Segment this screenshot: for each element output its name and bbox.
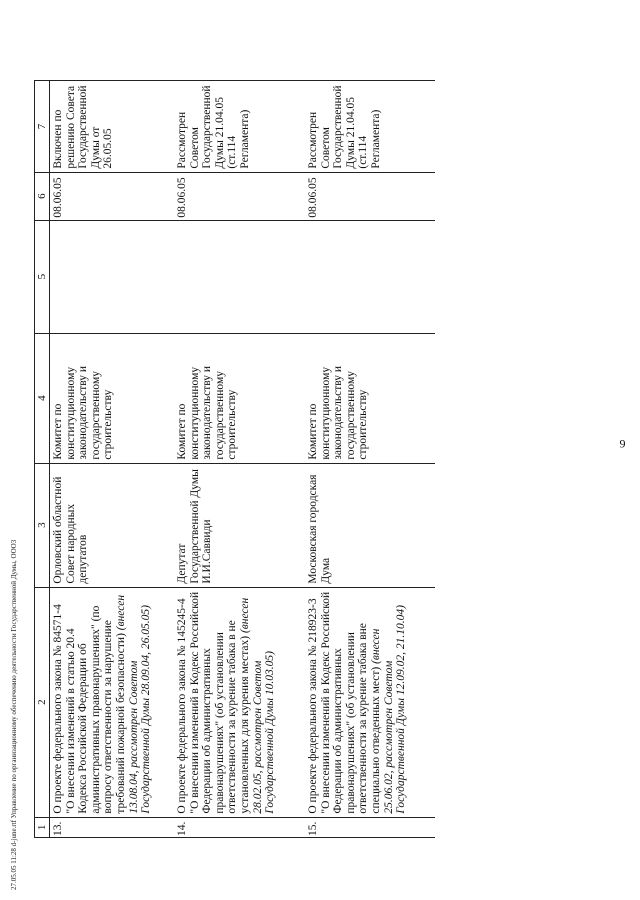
table-row [50,81,175,838]
committee-cell: Комитет по конституционному законодательству и государственному строительству [305,333,435,463]
row-number: 13. [50,817,175,837]
table-row [305,81,435,838]
status-cell: Включен по решению Совета Государственной Думы от 26.05.05 [50,81,175,172]
row-number: 15. [305,817,435,837]
project-cell [50,587,175,817]
initiator-cell: Орловский областной Совет народных депутатов [50,463,175,587]
bills-table [34,80,435,838]
project-title: О проекте федерального закона № 145245-4 "О внесении изменений в Кодекс Российской Федерации об административных правонарушениях" (об установлении ответственности за курение табака в не установленных для курения местах) [176,591,251,814]
column-header: 7 [35,81,50,172]
page-number: 9 [619,436,626,451]
initiator-cell: Московская городская Дума [305,463,435,587]
project-cell [305,587,435,817]
header-row [35,81,50,838]
status-cell: Рассмотрен Советом Государственной Думы 21.04.05 (ст.114 Регламента) [305,81,435,172]
date-cell: 08.06.05 [305,172,435,220]
empty-cell [174,220,305,333]
committee-cell: Комитет по конституционному законодательству и государственному строительству [174,333,305,463]
project-title: О проекте федерального закона № 84571-4 "О внесении изменений в статью 20.4 Кодекса Российской Федерации об административных правонарушениях" (по вопросу ответственности за нарушение требований пожарной безопасности) [52,604,127,814]
date-cell: 08.06.05 [174,172,305,220]
empty-cell [305,220,435,333]
project-title: О проекте федерального закона № 218923-3 "О внесении изменений в Кодекс Российской Федерации об административных правонарушениях" (об установлении ответственности за курение табака вне специально отведенных мест) [307,591,382,814]
initiator-cell: Депутат Государственной Думы И.И.Саввиди [174,463,305,587]
project-note: (внесен 28.02.05, рассмотрен Советом Государственной Думы 10.03.05) [238,597,277,814]
column-header: 3 [35,463,50,587]
project-note: (внесен 13.08.04, рассмотрен Советом Государственной Думы 28.09.04, 26.05.05) [114,594,153,814]
project-note: (внесен 25.06.02, рассмотрен Советом Государственной Думы 12.09.02, 21.10.04) [369,605,408,814]
row-number: 14. [174,817,305,837]
footer-text: 27.05.05 11:28 d-june.rtf Управление по организационному обеспечению деятельности Государственной Думы, ООО3 [10,539,18,890]
column-header: 2 [35,587,50,817]
project-cell [174,587,305,817]
column-header: 1 [35,817,50,837]
committee-cell: Комитет по конституционному законодательству и государственному строительству [50,333,175,463]
table-row [174,81,305,838]
column-header: 5 [35,220,50,333]
column-header: 4 [35,333,50,463]
date-cell: 08.06.05 [50,172,175,220]
empty-cell [50,220,175,333]
status-cell: Рассмотрен Советом Государственной Думы 21.04.05 (ст.114 Регламента) [174,81,305,172]
column-header: 6 [35,172,50,220]
